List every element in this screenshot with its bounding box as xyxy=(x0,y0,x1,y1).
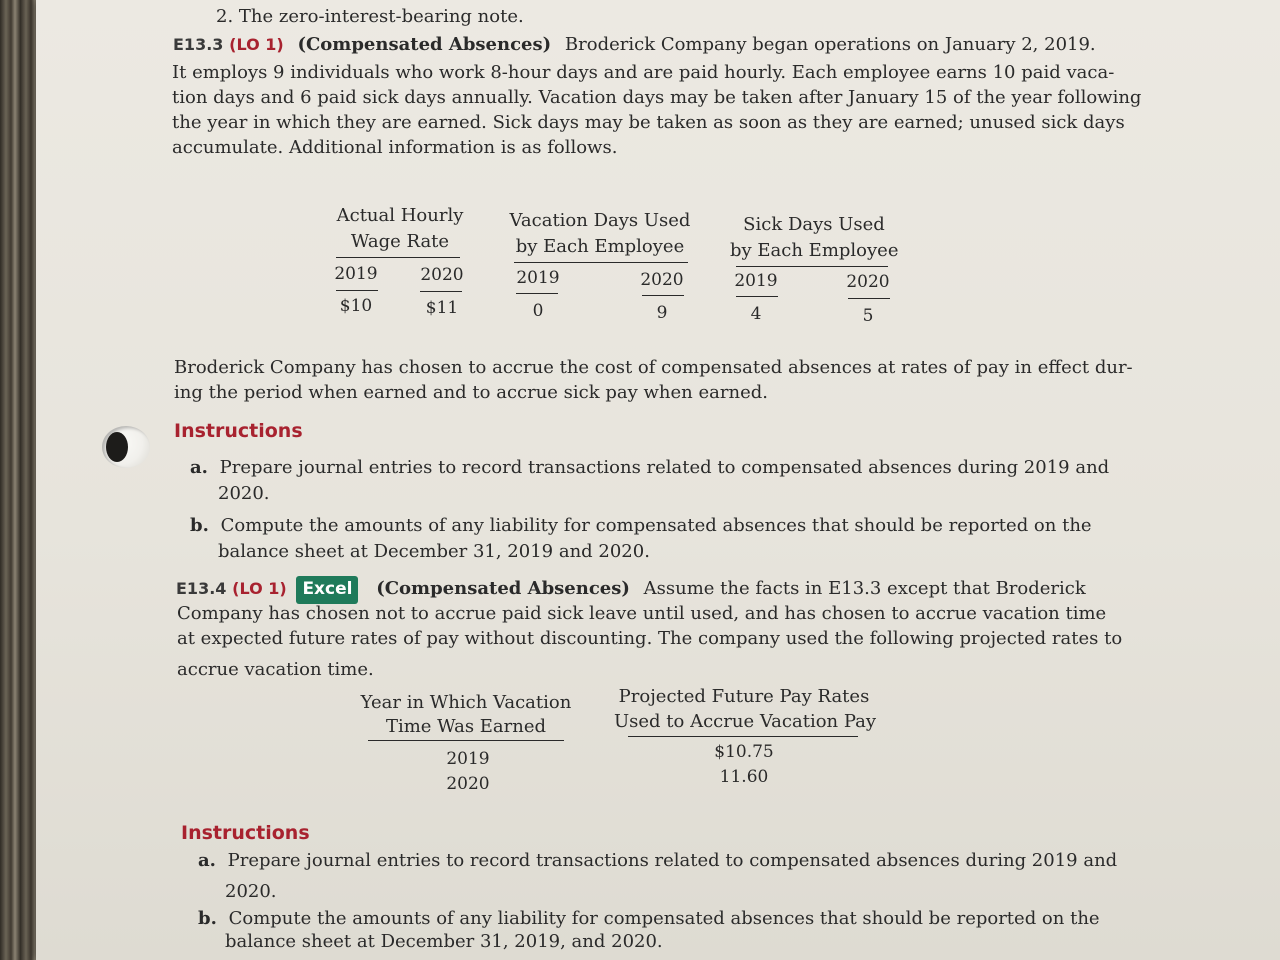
e133-intro-line-5: accumulate. Additional information is as follows. xyxy=(172,137,618,158)
e133-instruction-a-letter: a. xyxy=(190,457,208,478)
prev-item-text: 2. The zero-interest-bearing note. xyxy=(216,6,524,27)
e133-intro-line-3: tion days and 6 paid sick days annually. Vacation days may be taken after January 15 of the year following xyxy=(172,87,1142,108)
e133-topic: (Compensated Absences) xyxy=(297,34,552,55)
pay-rates-header-line2: Used to Accrue Vacation Pay xyxy=(614,711,877,732)
e133-instruction-a xyxy=(190,455,1109,480)
e133-intro-line-2: It employs 9 individuals who work 8-hour days and are paid hourly. Each employee earns 10 paid vaca- xyxy=(172,62,1115,83)
e134-instruction-b-line1: Compute the amounts of any liability for compensated absences that should be reported on the xyxy=(228,908,1100,929)
e134-intro-line-1: Assume the facts in E13.3 except that Broderick xyxy=(643,578,1086,599)
wage-rate-2020-rule xyxy=(420,291,462,292)
vacation-year-2020: 2020 xyxy=(640,270,684,290)
e134-lo: (LO 1) xyxy=(232,579,287,598)
e133-instructions-heading: Instructions xyxy=(174,420,303,442)
e133-id: E13.3 xyxy=(173,35,224,54)
year-earned-header-line1: Year in Which Vacation xyxy=(360,692,572,713)
e134-instruction-a-line2: 2020. xyxy=(225,881,277,902)
e134-instruction-b-letter: b. xyxy=(198,908,217,929)
e134-intro-line-4: accrue vacation time. xyxy=(177,659,374,680)
wage-rate-header-rule xyxy=(336,257,460,258)
e134-instruction-b-line2: balance sheet at December 31, 2019, and 2020. xyxy=(225,931,663,952)
vacation-header-line1: Vacation Days Used xyxy=(509,210,691,231)
textbook-page xyxy=(36,0,1280,960)
e134-instruction-a-line1: Prepare journal entries to record transactions related to compensated absences during 2019 and xyxy=(227,850,1118,871)
sick-2019-rule xyxy=(736,296,778,297)
e134-id: E13.4 xyxy=(176,579,227,598)
sick-2020-value: 5 xyxy=(862,306,874,326)
vacation-year-2019: 2019 xyxy=(516,268,560,288)
row-2019-year: 2019 xyxy=(446,749,490,769)
e133-instruction-b xyxy=(190,513,1092,538)
e133-instruction-a-line2: 2020. xyxy=(218,483,270,504)
row-2020-year: 2020 xyxy=(446,774,490,794)
wage-rate-header-line2: Wage Rate xyxy=(350,231,450,252)
year-earned-header-rule xyxy=(368,740,564,741)
pay-rates-header-rule xyxy=(628,736,858,737)
e134-intro-line-2: Company has chosen not to accrue paid sick leave until used, and has chosen to accrue vacation time xyxy=(177,603,1107,624)
e133-header xyxy=(173,32,1096,57)
vacation-2019-rule xyxy=(516,293,558,294)
e133-lo: (LO 1) xyxy=(229,35,284,54)
pay-rates-header-line1: Projected Future Pay Rates xyxy=(618,686,870,707)
vacation-2019-value: 0 xyxy=(532,301,544,321)
wage-rate-2019-value: $10 xyxy=(339,296,373,316)
sick-header-line2: by Each Employee xyxy=(730,240,899,261)
sick-header-line1: Sick Days Used xyxy=(743,214,885,235)
e133-instruction-a-line1: Prepare journal entries to record transactions related to compensated absences during 2019 and xyxy=(219,457,1110,478)
vacation-header-line2: by Each Employee xyxy=(515,236,685,257)
binder-hole xyxy=(102,426,150,468)
e134-intro-line-3: at expected future rates of pay without discounting. The company used the following projected rates to xyxy=(177,628,1123,649)
sick-2019-value: 4 xyxy=(750,304,762,324)
e133-after-line-1: Broderick Company has chosen to accrue the cost of compensated absences at rates of pay in effect dur- xyxy=(174,357,1133,378)
e134-header xyxy=(176,576,1086,604)
wage-rate-2019-rule xyxy=(336,290,378,291)
vacation-header-rule xyxy=(514,262,688,263)
sick-header-rule xyxy=(736,266,888,267)
wage-rate-header-line1: Actual Hourly xyxy=(336,205,464,226)
sick-2020-rule xyxy=(848,298,890,299)
e133-intro-line-4: the year in which they are earned. Sick days may be taken as soon as they are earned; unused sick days xyxy=(172,112,1125,133)
e133-instruction-b-line1: Compute the amounts of any liability for compensated absences that should be reported on the xyxy=(220,515,1092,536)
e133-intro-line-1: Broderick Company began operations on January 2, 2019. xyxy=(564,34,1096,55)
e133-instruction-b-letter: b. xyxy=(190,515,209,536)
excel-badge: Excel xyxy=(296,576,358,604)
e134-instruction-a xyxy=(198,848,1117,873)
e133-after-line-2: ing the period when earned and to accrue sick pay when earned. xyxy=(174,382,768,403)
e133-instruction-b-line2: balance sheet at December 31, 2019 and 2020. xyxy=(218,541,650,562)
vacation-2020-rule xyxy=(642,295,684,296)
vacation-2020-value: 9 xyxy=(656,303,668,323)
year-earned-header-line2: Time Was Earned xyxy=(385,716,547,737)
sick-year-2019: 2019 xyxy=(734,271,778,291)
row-2020-rate: 11.60 xyxy=(719,767,769,787)
sick-year-2020: 2020 xyxy=(846,272,890,292)
e134-instructions-heading: Instructions xyxy=(181,822,310,844)
e134-topic: (Compensated Absences) xyxy=(376,578,630,599)
wage-rate-year-2019: 2019 xyxy=(334,264,378,284)
wage-rate-year-2020: 2020 xyxy=(420,265,464,285)
e134-instruction-b xyxy=(198,906,1100,931)
row-2019-rate: $10.75 xyxy=(714,742,774,762)
e134-instruction-a-letter: a. xyxy=(198,850,216,871)
wage-rate-2020-value: $11 xyxy=(425,298,459,318)
